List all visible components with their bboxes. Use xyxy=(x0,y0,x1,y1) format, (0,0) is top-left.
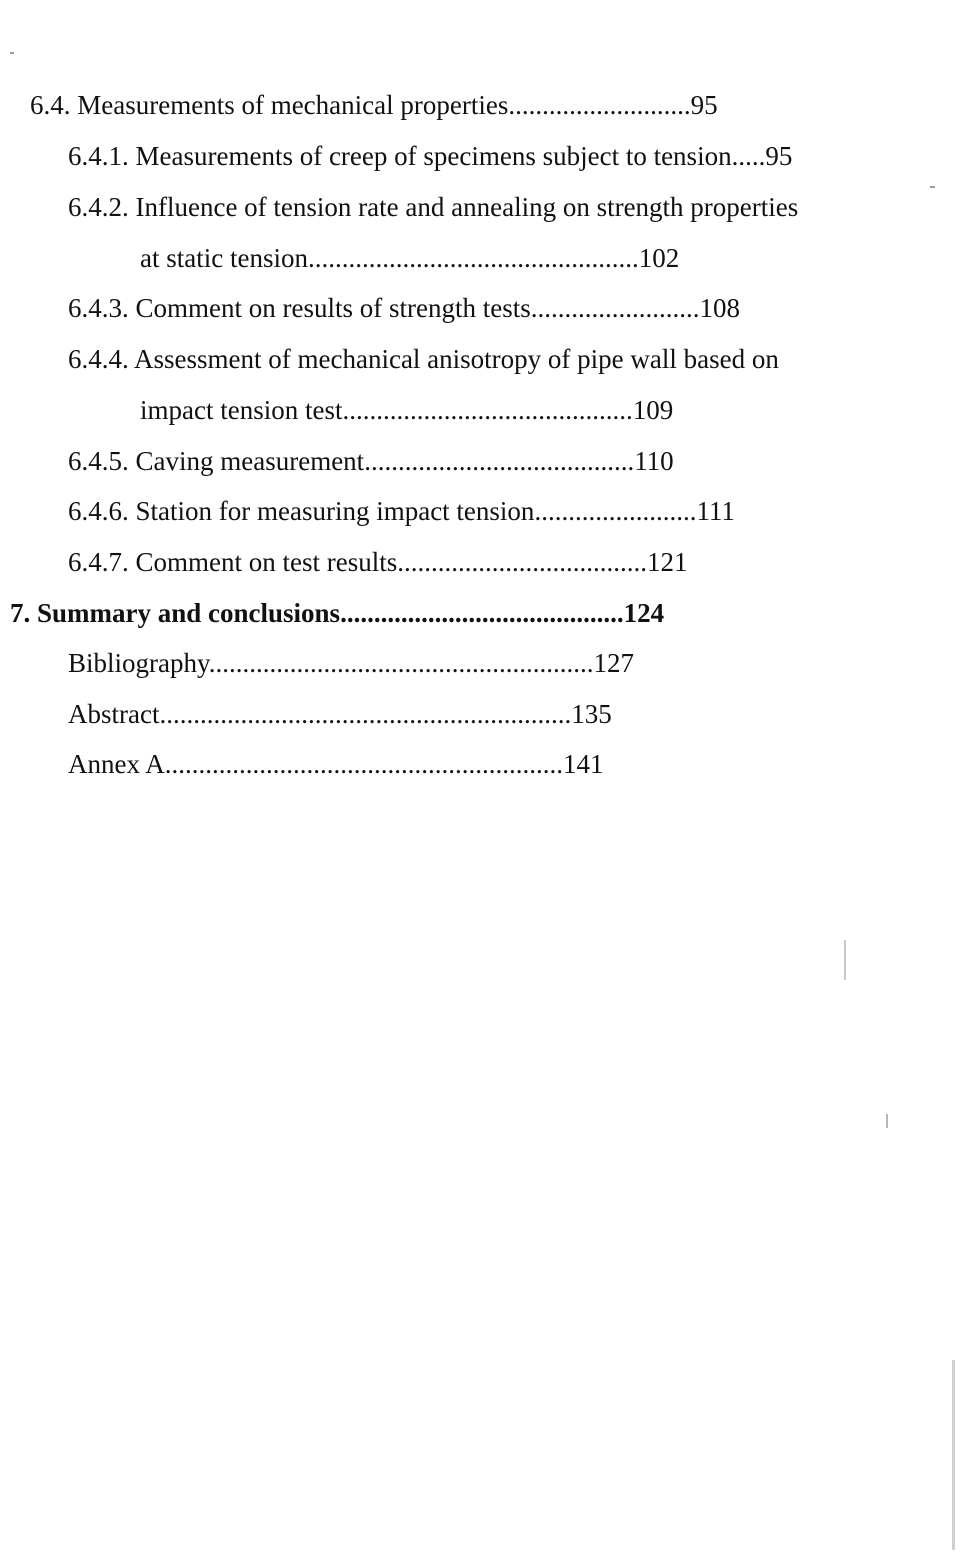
toc-page-number: 127 xyxy=(593,648,634,678)
toc-leader-dots: ..... xyxy=(731,141,766,171)
toc-entry-title: 6.4. Measurements of mechanical properties xyxy=(30,90,509,120)
toc-page-number: 102 xyxy=(638,243,680,273)
toc-entry xyxy=(68,342,779,376)
toc-entry-continuation xyxy=(140,241,679,275)
scan-speck xyxy=(930,186,935,188)
toc-entry xyxy=(68,444,674,478)
toc-entry-continuation xyxy=(140,393,673,427)
toc-leader-dots: .......................................... xyxy=(340,598,624,628)
toc-entry-title: impact tension test xyxy=(140,395,343,425)
toc-leader-dots: ......................... xyxy=(530,293,700,323)
toc-entry xyxy=(68,646,634,680)
toc-leader-dots: ........................ xyxy=(534,496,697,526)
toc-page-number: 121 xyxy=(646,547,688,577)
toc-page-number: 95 xyxy=(690,90,718,120)
toc-entry xyxy=(68,190,798,224)
toc-page-number: 141 xyxy=(563,749,604,779)
toc-entry-title: 6.4.5. Caving measurement xyxy=(68,446,365,476)
scan-speck xyxy=(10,52,14,54)
toc-leader-dots: ................................................. xyxy=(307,243,639,273)
toc-entry-title: Bibliography xyxy=(68,648,209,678)
toc-entry-title: 6.4.3. Comment on results of strength tests xyxy=(68,293,531,323)
toc-leader-dots: ........................... xyxy=(508,90,691,120)
toc-entry xyxy=(68,494,735,528)
toc-page-number: 124 xyxy=(623,598,665,628)
toc-page-number: 108 xyxy=(699,293,740,323)
toc-entry xyxy=(68,697,612,731)
toc-entry-title: 6.4.6. Station for measuring impact tension xyxy=(68,496,535,526)
toc-page-number: 111 xyxy=(696,496,735,526)
toc-entry-title: 6.4.2. Influence of tension rate and annealing on strength properties xyxy=(68,192,799,222)
toc-entry-title: 6.4.7. Comment on test results xyxy=(68,547,398,577)
toc-entry-title: at static tension xyxy=(140,243,308,273)
toc-entry xyxy=(30,88,718,122)
toc-entry xyxy=(68,139,792,173)
toc-page-number: 135 xyxy=(571,699,612,729)
toc-leader-dots: ..................................... xyxy=(397,547,647,577)
toc-chapter-entry xyxy=(10,596,664,630)
toc-page-number: 95 xyxy=(765,141,793,171)
toc-entry-title: Abstract xyxy=(68,699,160,729)
toc-leader-dots: ........................................................... xyxy=(164,749,563,779)
toc-page-number: 109 xyxy=(632,395,674,425)
toc-leader-dots: ......................................................... xyxy=(208,648,594,678)
scan-edge-artifact xyxy=(952,1360,955,1550)
toc-entry-title: 6.4.1. Measurements of creep of specimens subject to tension xyxy=(68,141,732,171)
toc-entry xyxy=(68,545,687,579)
scan-speck xyxy=(886,1114,888,1128)
toc-leader-dots: ............................................................. xyxy=(159,699,572,729)
toc-entry-title: 6.4.4. Assessment of mechanical anisotropy of pipe wall based on xyxy=(68,344,779,374)
toc-entry-title: Annex A xyxy=(68,749,165,779)
toc-leader-dots: ........................................ xyxy=(364,446,635,476)
toc-entry xyxy=(68,747,604,781)
scan-speck xyxy=(844,940,846,980)
toc-page-number: 110 xyxy=(634,446,674,476)
toc-entry xyxy=(68,291,740,325)
toc-leader-dots: ........................................... xyxy=(342,395,633,425)
toc-entry-title: 7. Summary and conclusions xyxy=(10,598,341,628)
